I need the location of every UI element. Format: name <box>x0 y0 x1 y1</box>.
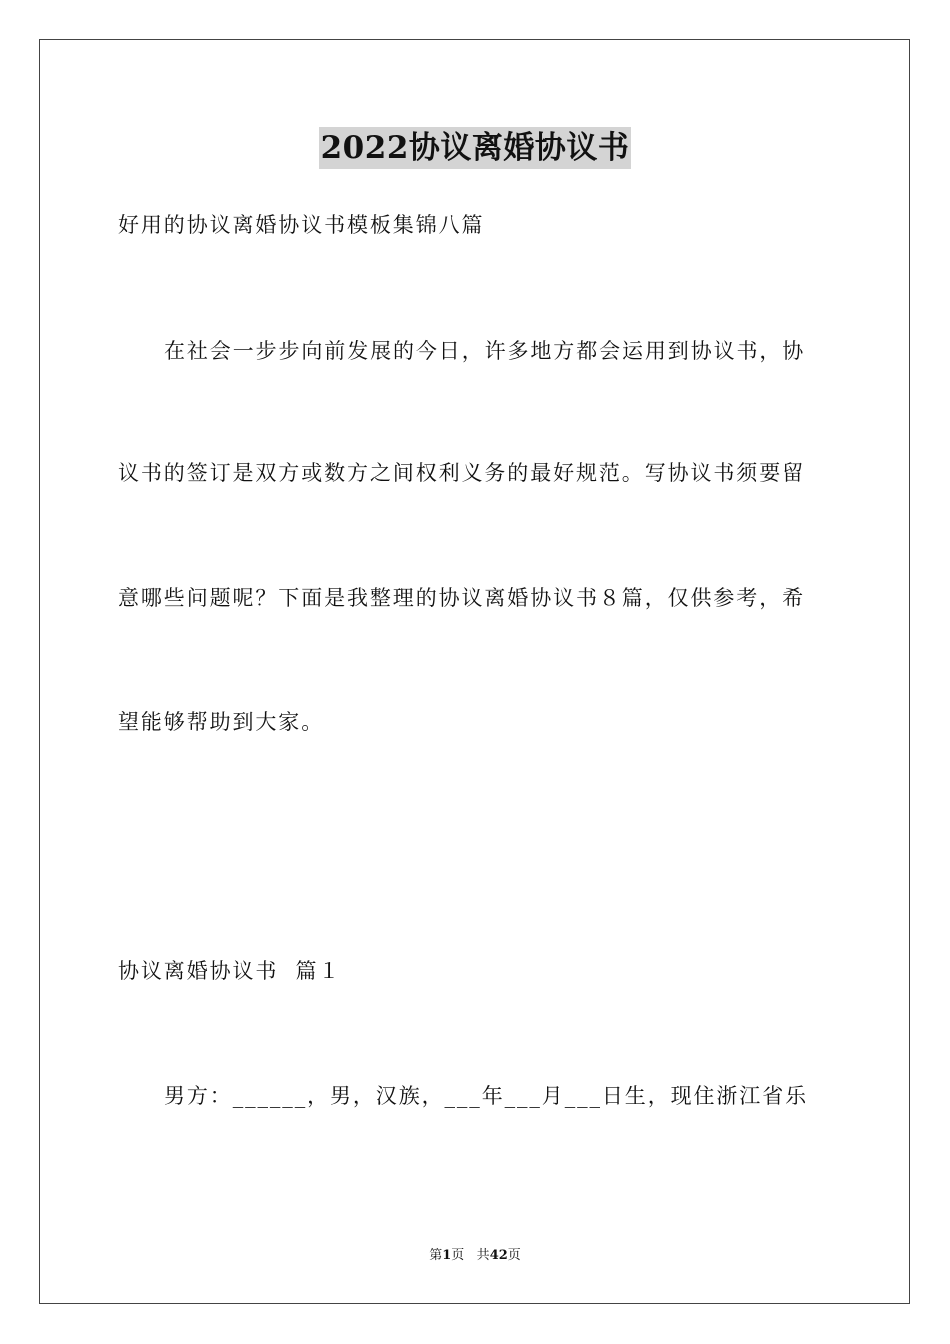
footer-page-prefix: 第 <box>429 1248 443 1263</box>
footer-total-prefix: 共 <box>476 1248 490 1263</box>
page-footer <box>0 1247 950 1265</box>
footer-page-number: 1 <box>442 1248 452 1263</box>
intro-line-4: 望能够帮助到大家。 <box>118 710 325 734</box>
footer-page-suffix: 页 <box>451 1248 465 1263</box>
footer-total-pages: 42 <box>489 1248 508 1263</box>
footer-total-suffix: 页 <box>507 1248 521 1263</box>
body-line: 男方：______，男，汉族，___年___月___日生，现住浙江省乐 <box>164 1084 808 1108</box>
document-subtitle: 好用的协议离婚协议书模板集锦八篇 <box>118 213 485 237</box>
intro-line-2: 议书的签订是双方或数方之间权利义务的最好规范。写协议书须要留 <box>118 461 805 485</box>
intro-line-3: 意哪些问题呢？下面是我整理的协议离婚协议书８篇，仅供参考，希 <box>118 586 805 610</box>
intro-line-1: 在社会一步步向前发展的今日，许多地方都会运用到协议书，协 <box>164 339 806 363</box>
title-container <box>0 127 950 169</box>
document-title: 2022协议离婚协议书 <box>319 127 632 169</box>
section-heading: 协议离婚协议书 篇１ <box>118 959 342 983</box>
